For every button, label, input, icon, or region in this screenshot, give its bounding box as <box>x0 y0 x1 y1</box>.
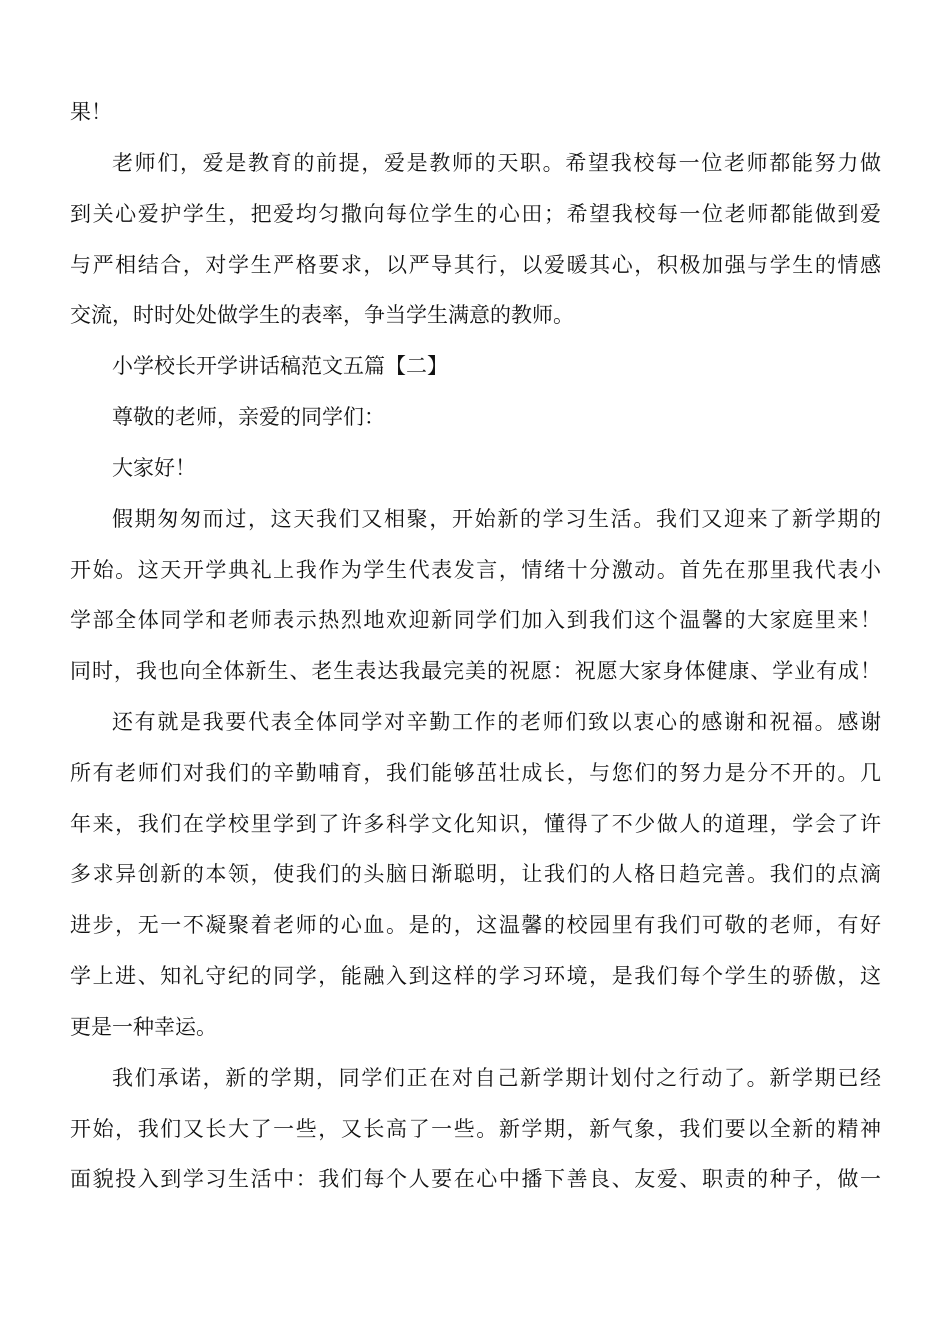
text-line: 到关心爱护学生，把爱均匀撒向每位学生的心田；希望我校每一位老师都能做到爱 <box>70 202 881 226</box>
text-line: 交流，时时处处做学生的表率，争当学生满意的教师。 <box>70 303 574 327</box>
paragraph-first-line: 我们承诺，新的学期，同学们正在对自己新学期计划付之行动了。新学期已经 <box>112 1066 881 1090</box>
text-line: 更是一种幸运。 <box>70 1015 217 1039</box>
paragraph-first-line: 假期匆匆而过，这天我们又相聚，开始新的学习生活。我们又迎来了新学期的 <box>112 507 881 531</box>
text-line: 学部全体同学和老师表示热烈地欢迎新同学们加入到我们这个温馨的大家庭里来！ <box>70 608 881 632</box>
paragraph-first-line: 老师们，爱是教育的前提，爱是教师的天职。希望我校每一位老师都能努力做 <box>112 151 881 175</box>
salutation: 尊敬的老师，亲爱的同学们： <box>112 405 385 429</box>
text-line: 同时，我也向全体新生、老生表达我最完美的祝愿：祝愿大家身体健康、学业有成！ <box>70 659 881 683</box>
section-heading: 小学校长开学讲话稿范文五篇【二】 <box>112 354 448 378</box>
text-line: 开始。这天开学典礼上我作为学生代表发言，情绪十分激动。首先在那里我代表小 <box>70 558 881 582</box>
text-line: 年来，我们在学校里学到了许多科学文化知识，懂得了不少做人的道理，学会了许 <box>70 812 881 836</box>
paragraph-first-line: 还有就是我要代表全体同学对辛勤工作的老师们致以衷心的感谢和祝福。感谢 <box>112 710 881 734</box>
greeting: 大家好！ <box>112 456 196 480</box>
text-line: 所有老师们对我们的辛勤哺育，我们能够茁壮成长，与您们的努力是分不开的。几 <box>70 761 881 785</box>
text-line: 与严相结合，对学生严格要求，以严导其行，以爱暖其心，积极加强与学生的情感 <box>70 253 881 277</box>
text-line: 进步，无一不凝聚着老师的心血。是的，这温馨的校园里有我们可敬的老师，有好 <box>70 913 881 937</box>
text-line: 学上进、知礼守纪的同学，能融入到这样的学习环境，是我们每个学生的骄傲，这 <box>70 964 881 988</box>
text-line: 果！ <box>70 100 112 124</box>
text-line: 多求异创新的本领，使我们的头脑日渐聪明，让我们的人格日趋完善。我们的点滴 <box>70 862 881 886</box>
text-line: 开始，我们又长大了一些，又长高了一些。新学期，新气象，我们要以全新的精神 <box>70 1117 881 1141</box>
text-line: 面貌投入到学习生活中：我们每个人要在心中播下善良、友爱、职责的种子，做一 <box>70 1167 881 1191</box>
